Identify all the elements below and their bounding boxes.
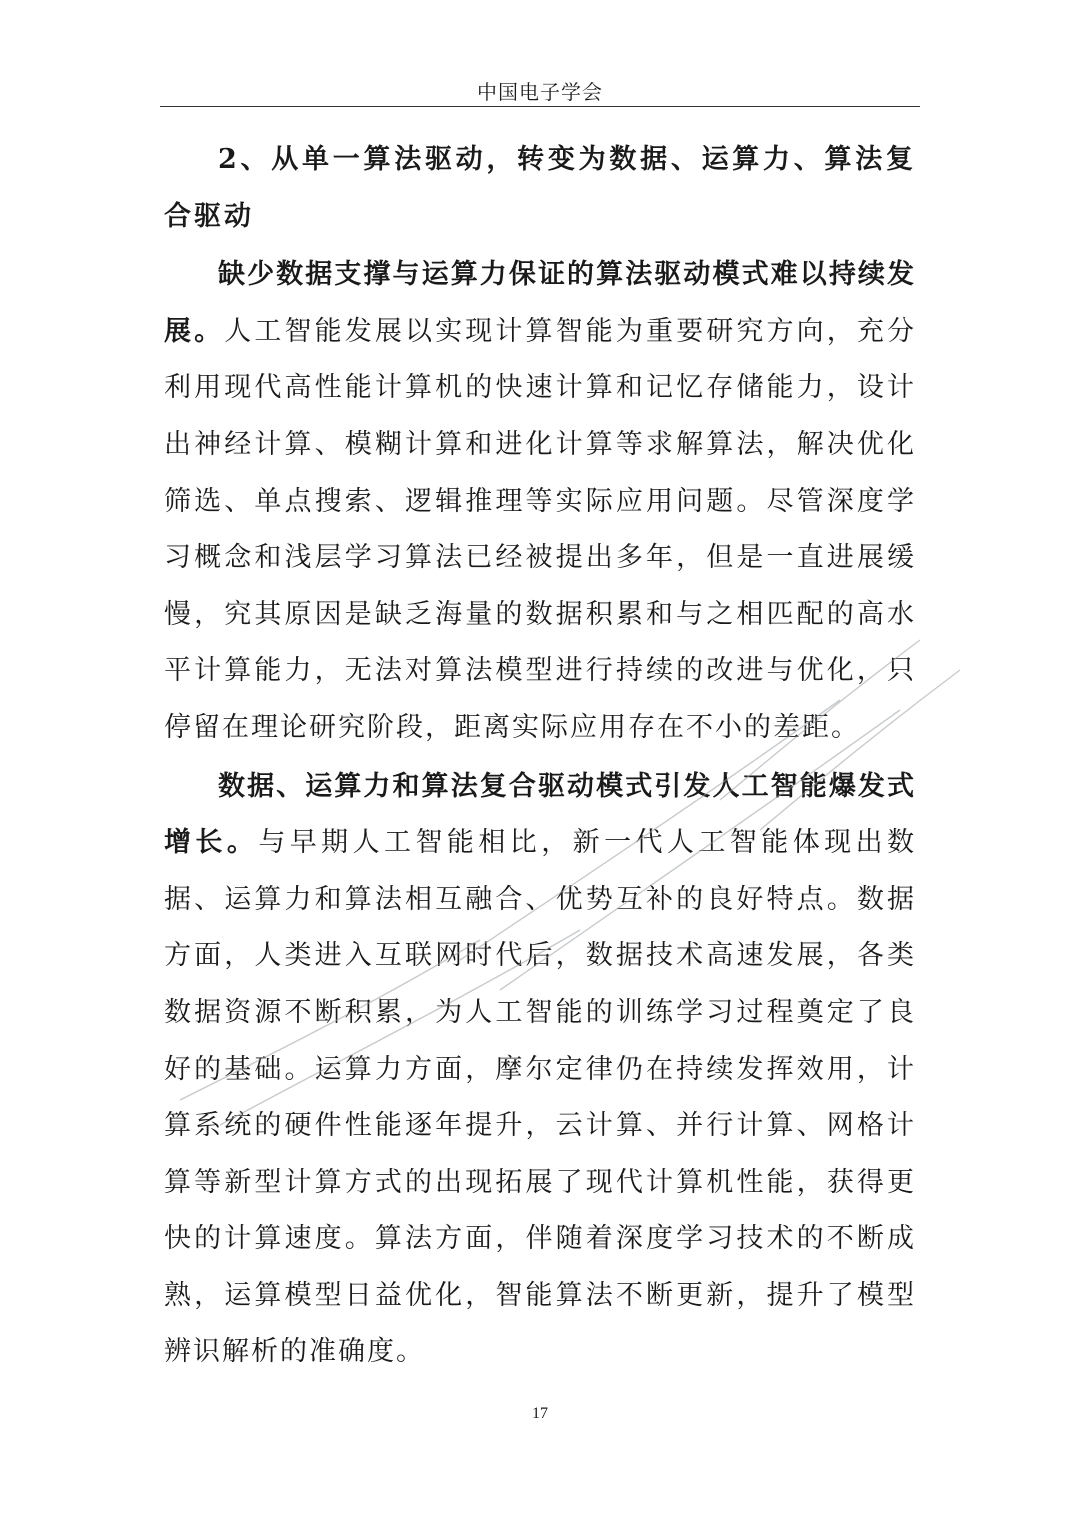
paragraph-1-body: 人工智能发展以实现计算智能为重要研究方向，充分利用现代高性能计算机的快速计算和记忆存储能力，设计出神经计算、模糊计算和进化计算等求解算法，解决优化筛选、单点搜索、逻辑推理等实际应用问题。尽管深度学习概念和浅层学习算法已经被提出多年，但是一直进展缓慢，究其原因是缺乏海量的数据积累和与之相匹配的高水平计算能力，无法对算法模型进行持续的改进与优化，只停留在理论研究阶段，距离实际应用存在不小的差距。 [164,315,916,743]
paragraph-2 [164,759,916,1382]
paragraph-1-lead: 缺少数据支撑与运算力保证的算法驱动模式难以持续发展。 [164,259,916,347]
header-rule [160,106,920,107]
running-header: 中国电子学会 [477,80,603,104]
page-body [164,132,916,1381]
section-heading: 2、从单一算法驱动，转变为数据、运算力、算法复合驱动 [164,144,916,232]
paragraph-2-body: 与早期人工智能相比，新一代人工智能体现出数据、运算力和算法相互融合、优势互补的良好特点。数据方面，人类进入互联网时代后，数据技术高速发展，各类数据资源不断积累，为人工智能的训练学习过程奠定了良好的基础。运算力方面，摩尔定律仍在持续发挥效用，计算系统的硬件性能逐年提升，云计算、并行计算、网格计算等新型计算方式的出现拓展了现代计算机性能，获得更快的计算速度。算法方面，伴随着深度学习技术的不断成熟，运算模型日益优化，智能算法不断更新，提升了模型辨识解析的准确度。 [164,827,917,1368]
page-number: 17 [532,1405,548,1422]
paragraph-1 [164,247,916,756]
paragraph-2-lead: 数据、运算力和算法复合驱动模式引发人工智能爆发式增长。 [164,770,916,859]
